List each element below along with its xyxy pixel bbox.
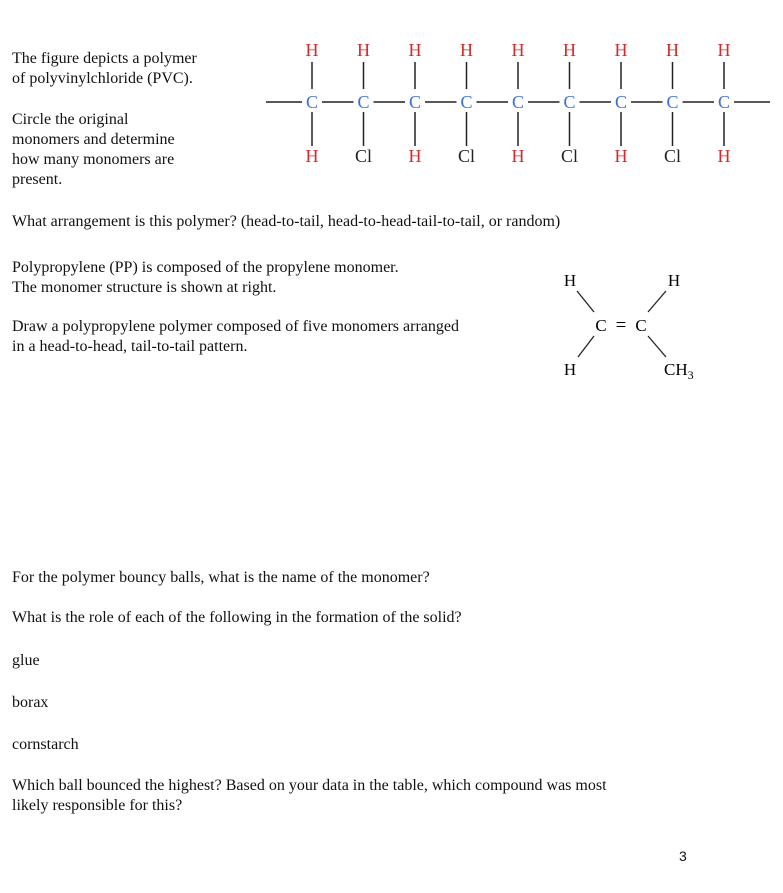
chlorine-atom: Cl <box>560 146 579 166</box>
pvc-intro-text: The figure depicts a polymer of polyvinylchloride (PVC). <box>12 50 197 87</box>
carbon-atom: C <box>717 92 731 112</box>
monomer-right-carbon: C <box>635 316 647 335</box>
bottom-hydrogen-atom: H <box>717 146 731 166</box>
bond-h-top-left <box>577 291 594 312</box>
chlorine-atom: Cl <box>457 146 476 166</box>
carbon-atom: C <box>460 92 473 112</box>
chlorine-atom: Cl <box>663 146 682 166</box>
top-hydrogen-atom: H <box>511 40 525 60</box>
bottom-hydrogen-atom: H <box>614 146 628 166</box>
monomer-h-top-right: H <box>667 271 681 290</box>
top-hydrogen-atom: H <box>563 40 576 60</box>
pvc-task-text: Circle the original monomers and determine how many monomers are present. <box>12 111 175 188</box>
carbon-atom: C <box>563 92 576 112</box>
monomer-double-bond: = <box>615 315 627 336</box>
top-hydrogen-atom: H <box>408 40 422 60</box>
methyl-subscript: 3 <box>687 368 694 382</box>
pvc-arrangement-question: What arrangement is this polymer? (head-to-tail, head-to-head-tail-to-tail, or random) <box>12 213 561 230</box>
carbon-atom: C <box>511 92 525 112</box>
monomer-methyl-group <box>664 360 694 382</box>
pp-task-text: Draw a polypropylene polymer composed of five monomers arranged in a head-to-head, tail-to-tail pattern. <box>12 318 459 355</box>
carbon-atom: C <box>408 92 422 112</box>
bond-h-top-right <box>648 291 666 312</box>
pvc-structure-diagram <box>250 30 770 180</box>
bond-h-bottom-left <box>578 336 594 357</box>
top-hydrogen-atom: H <box>357 40 370 60</box>
pp-intro-text: Polypropylene (PP) is composed of the propylene monomer. The monomer structure is shown at right. <box>12 259 399 296</box>
carbon-atom: C <box>666 92 679 112</box>
chlorine-atom: Cl <box>354 146 373 166</box>
bond-methyl <box>648 336 666 357</box>
monomer-h-top-left: H <box>563 271 577 290</box>
carbon-atom: C <box>305 92 319 112</box>
pvc-atoms <box>306 40 731 166</box>
bouncy-monomer-question: For the polymer bouncy balls, what is the name of the monomer? <box>12 569 430 586</box>
top-hydrogen-atom: H <box>614 40 628 60</box>
bouncy-final-question: Which ball bounced the highest? Based on your data in the table, which compound was most likely responsible for this? <box>12 777 607 814</box>
carbon-atom: C <box>614 92 628 112</box>
bouncy-role-question: What is the role of each of the following in the formation of the solid? <box>12 609 462 626</box>
item-borax: borax <box>12 694 49 711</box>
methyl-ch: CH <box>664 360 688 379</box>
carbon-atom: C <box>357 92 370 112</box>
top-hydrogen-atom: H <box>305 40 319 60</box>
propylene-monomer-structure <box>540 262 740 387</box>
bottom-hydrogen-atom: H <box>408 146 422 166</box>
item-glue: glue <box>12 652 40 669</box>
top-hydrogen-atom: H <box>460 40 473 60</box>
monomer-h-bottom-left: H <box>563 360 577 379</box>
page-number: 3 <box>679 848 687 864</box>
monomer-left-carbon: C <box>595 316 607 335</box>
top-hydrogen-atom: H <box>666 40 679 60</box>
bottom-hydrogen-atom: H <box>305 146 319 166</box>
bottom-hydrogen-atom: H <box>511 146 525 166</box>
item-cornstarch: cornstarch <box>12 736 79 753</box>
top-hydrogen-atom: H <box>717 40 731 60</box>
